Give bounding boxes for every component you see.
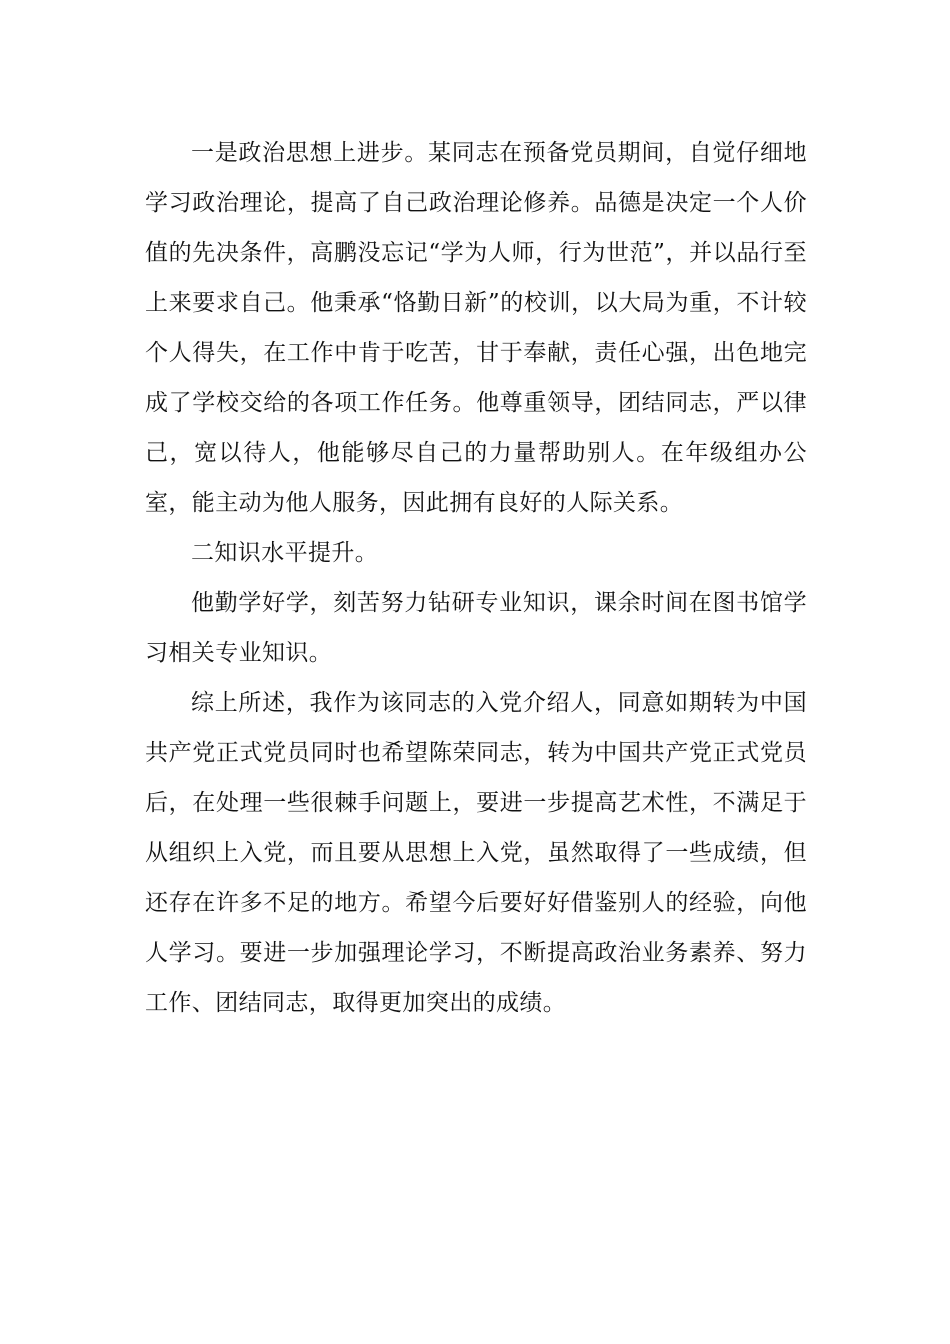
paragraph-study-habits: 他勤学好学，刻苦努力钻研专业知识，课余时间在图书馆学习相关专业知识。 [145,590,807,666]
paragraph-political-progress: 一是政治思想上进步。某同志在预备党员期间，自觉仔细地学习政治理论，提高了自己政治理论修养。品德是决定一个人价值的先决条件，高鹏没忘记“学为人师，行为世范”，并以品行至上来要求自己。他秉承“恪勤日新”的校训，以大局为重，不计较个人得失，在工作中肯于吃苦，甘于奉献，责任心强，出色地完成了学校交给的各项工作任务。他尊重领导，团结同志，严以律己，宽以待人，他能够尽自己的力量帮助别人。在年级组办公室，能主动为他人服务，因此拥有良好的人际关系。 [145,140,807,516]
paragraph-conclusion: 综上所述，我作为该同志的入党介绍人，同意如期转为中国共产党正式党员同时也希望陈荣同志，转为中国共产党正式党员后，在处理一些很棘手问题上，要进一步提高艺术性，不满足于从组织上入党，而且要从思想上入党，虽然取得了一些成绩，但还存在许多不足的地方。希望今后要好好借鉴别人的经验，向他人学习。要进一步加强理论学习，不断提高政治业务素养、努力工作、团结同志，取得更加突出的成绩。 [145,690,807,1016]
paragraph-knowledge-heading: 二知识水平提升。 [191,540,379,566]
document-body [145,128,807,1028]
